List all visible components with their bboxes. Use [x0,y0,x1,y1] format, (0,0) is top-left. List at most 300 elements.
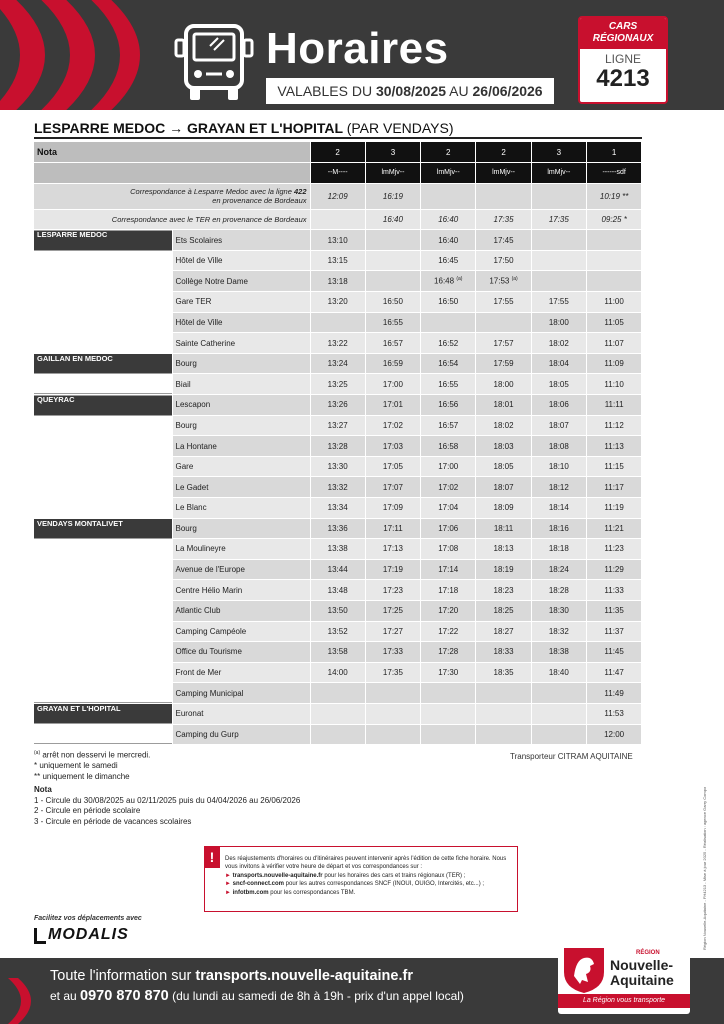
departure-time [421,621,476,642]
stop-name: Gare TER [172,292,310,313]
day-code: lmMjv-- [365,163,420,184]
time-value: 17:23 [382,585,403,595]
departure-time [365,703,420,724]
time-value: 18:07 [548,420,569,430]
departure-time [365,498,420,519]
time-value: 17:28 [438,647,459,657]
departure-time [476,539,531,560]
departure-time [421,683,476,704]
departure-time [365,312,420,333]
line-number-badge [578,16,668,104]
time-value: 17:08 [438,544,459,554]
departure-time [365,642,420,663]
departure-time [421,333,476,354]
time-value: 18:12 [548,482,569,492]
departure-time [476,456,531,477]
notice-item [225,872,511,880]
time-value: 18:24 [548,565,569,575]
time-value: 11:53 [604,709,624,719]
time-value: 17:18 [438,585,459,595]
departure-time [365,518,420,539]
correspondence-description [34,183,310,209]
departure-time [531,703,586,724]
time-value: 13:20 [327,297,348,307]
departure-time [476,230,531,251]
departure-time [310,333,365,354]
departure-time [586,683,641,704]
departure-time [476,477,531,498]
time-value: 11:10 [604,379,624,389]
departure-time [531,395,586,416]
notice-text: pour les correspondances TBM. [270,889,356,896]
region-logo [558,944,690,1014]
time-value: 17:22 [438,626,459,636]
time-value: 18:04 [548,359,569,369]
corr-time [531,183,586,209]
departure-time [365,230,420,251]
notice-intro: Des réajustements d'horaires ou d'itinéraires peuvent intervenir après l'édition de cette fiche horaire. Nous vous invitons à vérifier votre heure de départ et vos correspondances sur : [225,856,507,871]
departure-time [476,642,531,663]
departure-time [531,498,586,519]
time-value: 16:58 [438,441,459,451]
time-value: 17:06 [438,523,459,533]
nota-row [34,142,642,163]
decorative-stripes-icon [0,0,160,110]
route-underline [34,137,642,139]
departure-time [310,292,365,313]
departure-time [365,395,420,416]
town-label: VENDAYS MONTALIVET [34,518,172,703]
departure-time [365,250,420,271]
stop-name: Le Blanc [172,498,310,519]
departure-time [531,230,586,251]
legend-nota-title: Nota [34,785,52,795]
time-value: 18:06 [548,400,569,410]
departure-time [365,436,420,457]
time-value: 18:30 [548,606,569,616]
departure-time [531,436,586,457]
departure-time [531,580,586,601]
correspondence-description: Correspondance avec le TER en provenance de Bordeaux [34,209,310,230]
stop-name: Bourg [172,518,310,539]
departure-time [586,642,641,663]
time-value: 18:40 [548,668,569,678]
departure-time [586,456,641,477]
departure-time [586,498,641,519]
departure-time [531,539,586,560]
time-value: 18:19 [493,565,514,575]
departure-time [531,374,586,395]
nota-code: 2 [310,142,365,163]
stop-name: La Moulineyre [172,539,310,560]
time-value: 17:20 [438,606,459,616]
time-value: 18:03 [493,441,514,451]
time-value: 18:05 [548,379,569,389]
departure-time [476,312,531,333]
time-value: 11:35 [604,606,624,616]
stop-name: Camping Municipal [172,683,310,704]
time-value: 17:57 [493,338,514,348]
departure-time [365,353,420,374]
town-label: GRAYAN ET L'HOPITAL [34,703,172,744]
departure-time [310,539,365,560]
departure-time [365,559,420,580]
footer-phone-number[interactable]: 0970 870 870 [80,988,169,1004]
region-name-1: Nouvelle- [610,957,674,973]
departure-time [421,292,476,313]
footnote-mark: (a) [456,276,463,283]
departure-time [531,642,586,663]
page-title: Horaires [266,24,449,73]
time-value: 13:25 [327,379,348,389]
time-value: 18:33 [493,647,514,657]
time-value: 11:19 [604,503,624,513]
time-value: 11:33 [604,585,624,595]
departure-time [421,642,476,663]
time-value: 17:05 [382,462,403,472]
legend-a-text: arrêt non desservi le mercredi. [42,750,151,760]
time-value: 13:52 [327,626,348,636]
time-value: 13:15 [327,256,348,266]
departure-time [421,662,476,683]
stop-name: Office du Tourisme [172,642,310,663]
departure-time [586,724,641,745]
departure-time [531,271,586,292]
town-label: GAILLAN EN MEDOC [34,353,172,394]
departure-time [586,250,641,271]
time-value: 13:24 [327,359,348,369]
departure-time [421,703,476,724]
time-value: 13:26 [327,400,348,410]
departure-time [421,539,476,560]
departure-time [365,292,420,313]
stop-name: Hôtel de Ville [172,312,310,333]
time-value: 11:15 [604,462,624,472]
notice-item [225,880,511,888]
stop-name: Atlantic Club [172,600,310,621]
departure-time [310,642,365,663]
validity-to: 26/06/2026 [472,83,543,99]
departure-time [310,271,365,292]
departure-time [310,580,365,601]
corr-time: 16:40 [421,209,476,230]
departure-time [531,333,586,354]
departure-time [531,724,586,745]
departure-time [310,374,365,395]
time-value: 17:25 [382,606,403,616]
time-value: 16:54 [438,359,459,369]
corr-time: 12:09 [310,183,365,209]
time-value: 11:47 [604,668,624,678]
time-value: 16:55 [438,379,459,389]
town-label: QUEYRAC [34,395,172,519]
corr-time: 17:35 [531,209,586,230]
time-value: 13:28 [327,441,348,451]
arrow-bullet-icon: ► [225,889,231,896]
time-value: 17:03 [382,441,403,451]
departure-time [586,621,641,642]
time-value: 13:38 [327,544,348,554]
time-value: 17:19 [382,565,403,575]
corr-time [310,209,365,230]
departure-time [586,230,641,251]
departure-time [310,436,365,457]
notice-item [225,889,511,897]
corr-time [421,183,476,209]
departure-time [365,271,420,292]
time-value: 13:18 [327,276,348,286]
departure-time [421,250,476,271]
notice-link-tbm[interactable]: infotbm.com [232,889,269,896]
departure-time [586,436,641,457]
departure-time [421,456,476,477]
departure-time [310,250,365,271]
time-value: 18:01 [493,400,514,410]
route-to: GRAYAN ET L'HOPITAL [186,120,343,136]
stop-name: Biail [172,374,310,395]
nota-header: Nota [34,142,310,163]
time-value: 13:48 [327,585,348,595]
stop-name: Collège Notre Dame [172,271,310,292]
notice-link-transports[interactable]: transports.nouvelle-aquitaine.fr [232,872,323,879]
departure-time [310,415,365,436]
timetable-row [34,353,642,374]
departure-time [421,374,476,395]
stop-name: Bourg [172,415,310,436]
departure-time [365,374,420,395]
time-value: 18:25 [493,606,514,616]
day-codes-blank [34,163,310,184]
departure-time [365,662,420,683]
time-value: 12:00 [604,729,625,739]
time-value: 13:44 [327,565,348,575]
departure-time [310,395,365,416]
transporteur-label: Transporteur CITRAM AQUITAINE [510,752,633,761]
legend-star: * uniquement le samedi [34,761,118,771]
region-label: RÉGION [636,950,660,956]
departure-time [476,271,531,292]
legend [34,748,300,827]
time-value: 11:29 [604,565,624,575]
departure-time [531,621,586,642]
departure-time [421,353,476,374]
notice-text: pour les horaires des cars et trains régionaux (TER) ; [324,872,466,879]
time-value: 17:59 [493,359,514,369]
corr-time: 16:19 [365,183,420,209]
stop-name: Gare [172,456,310,477]
time-value: 18:18 [548,544,569,554]
time-value: 17:13 [382,544,403,554]
modalis-logo: MODALIS [48,926,129,943]
day-code: lmMjv-- [531,163,586,184]
departure-time [531,662,586,683]
region-tagline: La Région vous transporte [558,994,690,1008]
departure-time [586,374,641,395]
corr-time: 10:19 ** [586,183,641,209]
ligne-number: 4213 [596,65,650,92]
nota-code: 2 [421,142,476,163]
time-value: 18:28 [548,585,569,595]
departure-time [586,600,641,621]
time-value: 18:23 [493,585,514,595]
departure-time [310,456,365,477]
legend-nota-3: 3 - Circule en période de vacances scolaires [34,816,192,826]
timetable-row [34,518,642,539]
corr-time: 09:25 * [586,209,641,230]
time-value: 11:21 [604,523,624,533]
time-value: 14:00 [327,668,348,678]
legend-dstar: ** uniquement le dimanche [34,771,130,781]
legend-a [34,748,300,761]
departure-time [365,333,420,354]
departure-time [310,498,365,519]
time-value: 16:55 [382,317,403,327]
stop-name: Centre Hélio Marin [172,580,310,601]
time-value: 13:27 [327,420,348,430]
time-value: 13:22 [327,338,348,348]
validity-period [266,78,554,104]
stop-name: La Hontane [172,436,310,457]
validity-mid: AU [449,83,469,99]
departure-time [310,518,365,539]
side-credits: Région Nouvelle-Aquitaine - FH4213 - Mise à jour 2025 - Réalisation : agence Garry Compo [702,786,707,950]
departure-time [421,395,476,416]
timetable-row [34,230,642,251]
departure-time [531,518,586,539]
departure-time [365,683,420,704]
time-value: 11:17 [604,482,624,492]
footer-website-link[interactable]: transports.nouvelle-aquitaine.fr [195,968,413,984]
departure-time [476,724,531,745]
departure-time [476,559,531,580]
day-codes-row [34,163,642,184]
nota-code: 2 [476,142,531,163]
corr-time: 17:35 [476,209,531,230]
time-value: 13:32 [327,482,348,492]
time-value: 13:58 [327,647,348,657]
departure-time [531,353,586,374]
departure-time [586,559,641,580]
time-value: 11:07 [604,338,624,348]
time-value: 11:23 [604,544,624,554]
departure-time [586,580,641,601]
footer-hours: (du lundi au samedi de 8h à 19h - prix d'un appel local) [172,989,464,1003]
day-code: --M---- [310,163,365,184]
time-value: 17:55 [493,297,514,307]
time-value: 17:30 [438,668,459,678]
departure-time [310,621,365,642]
departure-time [310,703,365,724]
time-value: 17:53 [489,277,510,287]
departure-time [476,374,531,395]
departure-time [531,683,586,704]
time-value: 17:02 [438,482,459,492]
header-banner [0,0,724,110]
timetable-row [34,703,642,724]
departure-time [476,415,531,436]
departure-time [310,683,365,704]
route-title [34,120,454,136]
corr-time [476,183,531,209]
nota-code: 3 [531,142,586,163]
departure-time [310,312,365,333]
departure-time [421,477,476,498]
time-value: 16:48 [434,277,455,287]
departure-time [476,518,531,539]
departure-time [531,415,586,436]
notice-link-sncf[interactable]: sncf-connect.com [232,881,284,888]
departure-time [310,724,365,745]
departure-time [476,436,531,457]
departure-time [586,477,641,498]
decorative-stripe-icon [8,978,38,1024]
departure-time [365,456,420,477]
legend-a-mark: (a) [34,750,41,756]
region-name [610,958,674,988]
time-value: 17:33 [382,647,403,657]
notice-box [204,846,518,912]
time-value: 18:32 [548,626,569,636]
route-via: (PAR VENDAYS) [346,120,454,136]
departure-time [421,559,476,580]
stop-name: Euronat [172,703,310,724]
departure-time [421,580,476,601]
departure-time [586,662,641,683]
departure-time [365,580,420,601]
time-value: 18:08 [548,441,569,451]
corr-text-a: Correspondance à Lesparre Medoc avec la ligne [130,187,292,197]
time-value: 16:57 [382,338,403,348]
departure-time [476,498,531,519]
time-value: 18:02 [493,420,514,430]
time-value: 16:59 [382,359,403,369]
time-value: 13:36 [327,523,348,533]
time-value: 16:56 [438,400,459,410]
stop-name: Sainte Catherine [172,333,310,354]
departure-time [586,353,641,374]
departure-time [531,292,586,313]
departure-time [310,477,365,498]
stop-name: Avenue de l'Europe [172,559,310,580]
time-value: 17:55 [548,297,569,307]
time-value: 11:05 [604,317,624,327]
departure-time [421,498,476,519]
time-value: 17:01 [382,400,403,410]
ligne-label: LIGNE [604,52,641,66]
departure-time [586,292,641,313]
footer-text: Toute l'information sur [50,968,192,984]
departure-time [531,312,586,333]
departure-time [421,312,476,333]
time-value: 18:07 [493,482,514,492]
time-value: 17:50 [493,256,514,266]
time-value: 17:02 [382,420,403,430]
time-value: 13:10 [327,235,348,245]
correspondence-row-ter [34,209,642,230]
departure-time [476,395,531,416]
time-value: 17:14 [438,565,459,575]
nota-code: 3 [365,142,420,163]
departure-time [531,559,586,580]
modalis-logo-icon [34,928,46,944]
departure-time [365,477,420,498]
time-value: 18:27 [493,626,514,636]
timetable-row [34,395,642,416]
stop-name: Camping Campéole [172,621,310,642]
time-value: 11:12 [604,420,624,430]
time-value: 17:35 [382,668,403,678]
departure-time [310,600,365,621]
